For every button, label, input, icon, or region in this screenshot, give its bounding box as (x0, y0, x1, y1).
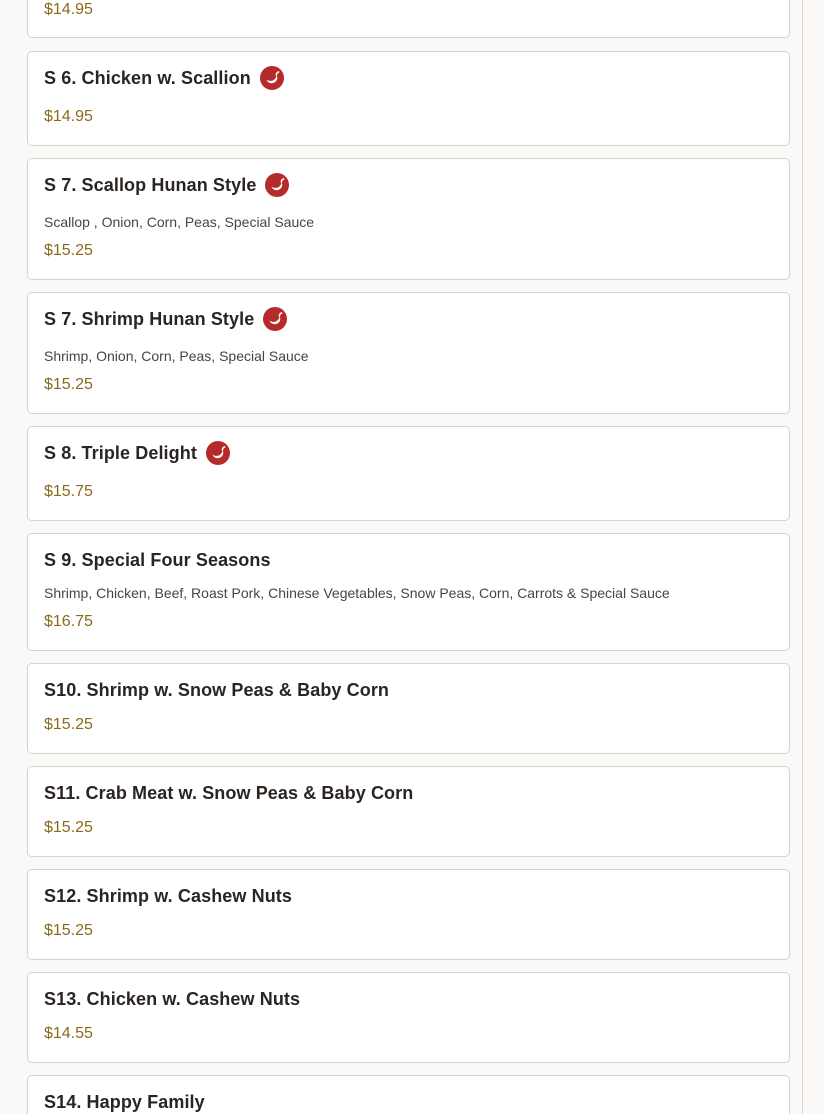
menu-item-title: S 7. Shrimp Hunan Style (44, 308, 255, 329)
menu-item-card[interactable] (27, 663, 790, 754)
menu-item-price: $15.25 (44, 376, 93, 393)
menu-item-card[interactable] (27, 766, 790, 857)
menu-item-title: S14. Happy Family (44, 1092, 205, 1112)
menu-item-title: S 7. Scallop Hunan Style (44, 174, 257, 195)
menu-item-description: Shrimp, Onion, Corn, Peas, Special Sauce (44, 348, 309, 364)
menu-item-description: Shrimp, Chicken, Beef, Roast Pork, Chinese Vegetables, Snow Peas, Corn, Carrots & Special Sauce (44, 585, 670, 601)
hot-pepper-icon (263, 307, 287, 331)
menu-item-price: $15.75 (44, 483, 93, 500)
menu-item-title: S12. Shrimp w. Cashew Nuts (44, 886, 292, 906)
menu-item-card[interactable] (27, 869, 790, 960)
hot-pepper-icon (260, 66, 284, 90)
menu-item-price: $15.25 (44, 819, 93, 836)
menu-item-title: S 6. Chicken w. Scallion (44, 67, 251, 88)
menu-item-card[interactable] (27, 972, 790, 1063)
menu-item-card[interactable] (27, 51, 790, 146)
menu-item-price: $14.95 (44, 108, 93, 125)
menu-item-description: Scallop , Onion, Corn, Peas, Special Sauce (44, 214, 315, 230)
menu-item-card[interactable] (27, 1075, 790, 1114)
hot-pepper-icon (265, 173, 289, 197)
menu-item-price: $15.25 (44, 716, 93, 733)
menu-item-price: $14.55 (44, 1025, 93, 1042)
menu-item-card[interactable] (27, 0, 790, 38)
menu-item-card[interactable] (27, 292, 790, 414)
menu-item-card[interactable] (27, 533, 790, 651)
scrollbar-track[interactable] (802, 0, 803, 1114)
menu-item-card[interactable] (27, 426, 790, 521)
menu-item-title: S10. Shrimp w. Snow Peas & Baby Corn (44, 680, 390, 700)
hot-pepper-icon (206, 441, 230, 465)
menu-item-card[interactable] (27, 158, 790, 280)
menu-item-title: S 9. Special Four Seasons (44, 550, 271, 570)
menu-item-price: $15.25 (44, 242, 93, 259)
menu-item-price: $15.25 (44, 922, 93, 939)
menu-item-price: $14.95 (44, 1, 93, 18)
menu-item-title: S11. Crab Meat w. Snow Peas & Baby Corn (44, 783, 414, 803)
menu-item-price: $16.75 (44, 613, 93, 630)
menu-item-title: S 8. Triple Delight (44, 442, 197, 463)
menu-item-title: S13. Chicken w. Cashew Nuts (44, 989, 301, 1009)
